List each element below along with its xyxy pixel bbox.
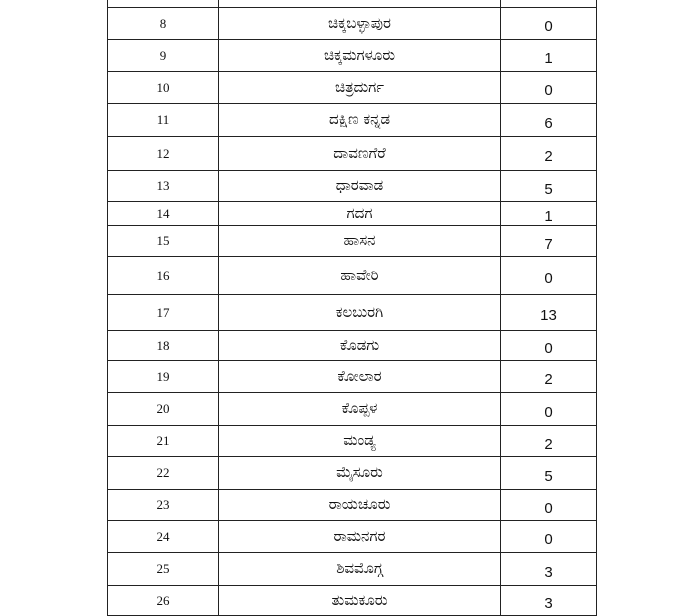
district-name-cell bbox=[219, 257, 501, 295]
district-name-text: ಮೈಸೂರು bbox=[336, 463, 383, 481]
row-number-text: 11 bbox=[156, 112, 170, 127]
table-row bbox=[108, 457, 597, 490]
table-row bbox=[108, 393, 597, 426]
table-row bbox=[108, 331, 597, 361]
case-count-cell bbox=[501, 295, 597, 331]
case-count-text: 0 bbox=[544, 82, 553, 99]
case-count-text: 13 bbox=[540, 307, 557, 324]
table-row bbox=[108, 0, 597, 8]
row-number-text: 25 bbox=[156, 561, 170, 576]
row-number-text: 15 bbox=[156, 233, 170, 248]
district-name-cell bbox=[219, 0, 501, 8]
case-count-text: 3 bbox=[544, 595, 553, 612]
case-count-cell bbox=[501, 393, 597, 426]
row-number-text: 9 bbox=[159, 47, 167, 63]
row-number-cell bbox=[108, 202, 219, 226]
district-name-cell bbox=[219, 171, 501, 202]
case-count-text: 6 bbox=[544, 114, 553, 132]
row-number-text: 18 bbox=[156, 337, 170, 353]
table-row bbox=[108, 361, 597, 393]
case-count-cell bbox=[501, 490, 597, 521]
case-count-cell bbox=[501, 202, 597, 226]
table-row bbox=[108, 202, 597, 226]
district-name-cell bbox=[219, 490, 501, 521]
row-number-text: 22 bbox=[156, 465, 170, 480]
row-number-text: 21 bbox=[156, 433, 170, 448]
case-count-text: 5 bbox=[544, 180, 553, 198]
table-row bbox=[108, 426, 597, 457]
district-name-cell bbox=[219, 553, 501, 586]
district-name-cell bbox=[219, 104, 501, 137]
case-count-cell bbox=[501, 171, 597, 202]
district-name-text: ಚಿಕ್ಕಮಗಳೂರು bbox=[323, 45, 396, 64]
row-number-text: 24 bbox=[156, 528, 170, 544]
district-name-cell bbox=[219, 331, 501, 361]
row-number-cell bbox=[108, 72, 219, 104]
district-name-text: ಶಿವಮೊಗ್ಗ bbox=[336, 559, 383, 577]
district-name-cell bbox=[219, 202, 501, 226]
case-count-text: 0 bbox=[544, 403, 553, 421]
case-count-text: 0 bbox=[544, 270, 553, 287]
row-number-text: 16 bbox=[156, 267, 170, 283]
case-count-cell bbox=[501, 457, 597, 490]
table-body bbox=[108, 0, 597, 616]
case-count-text: 2 bbox=[544, 371, 553, 388]
district-cases-table bbox=[107, 0, 597, 616]
row-number-text: 17 bbox=[156, 304, 170, 320]
district-name-cell bbox=[219, 426, 501, 457]
district-name-cell bbox=[219, 8, 501, 40]
row-number-text: 12 bbox=[156, 145, 170, 161]
table-row bbox=[108, 521, 597, 553]
district-name-text: ಗದಗ bbox=[346, 203, 373, 222]
case-count-text: 0 bbox=[544, 531, 553, 548]
case-count-text: 0 bbox=[544, 340, 553, 357]
district-name-cell bbox=[219, 586, 501, 616]
row-number-text: 26 bbox=[156, 592, 170, 608]
row-number-cell bbox=[108, 553, 219, 586]
case-count-text: 1 bbox=[544, 50, 553, 67]
table-row bbox=[108, 586, 597, 616]
district-name-text: ಮಂಡ್ಯ bbox=[343, 431, 376, 449]
district-name-text: ದಾವಣಗೆರೆ bbox=[333, 143, 386, 162]
district-name-cell bbox=[219, 40, 501, 72]
case-count-cell bbox=[501, 0, 597, 8]
row-number-cell bbox=[108, 457, 219, 490]
table-row bbox=[108, 171, 597, 202]
table-row bbox=[108, 137, 597, 171]
district-name-text: ಹಾಸನ bbox=[343, 231, 376, 249]
district-name-cell bbox=[219, 457, 501, 490]
case-count-text: 0 bbox=[544, 499, 553, 517]
case-count-text: 0 bbox=[544, 18, 553, 35]
district-name-text: ಕೋಲಾರ bbox=[337, 366, 382, 385]
case-count-cell bbox=[501, 8, 597, 40]
row-number-text: 19 bbox=[156, 368, 170, 384]
case-count-cell bbox=[501, 521, 597, 553]
case-count-cell bbox=[501, 226, 597, 257]
row-number-cell bbox=[108, 257, 219, 295]
case-count-text: 3 bbox=[544, 563, 553, 581]
table-row bbox=[108, 40, 597, 72]
row-number-cell bbox=[108, 171, 219, 202]
case-count-cell bbox=[501, 257, 597, 295]
row-number-cell bbox=[108, 0, 219, 8]
table-row bbox=[108, 295, 597, 331]
district-name-text: ಕೊಪ್ಪಳ bbox=[341, 399, 378, 417]
district-name-text: ಹಾವೇರಿ bbox=[340, 265, 379, 284]
district-name-cell bbox=[219, 137, 501, 171]
district-name-text: ಧಾರವಾಡ bbox=[335, 176, 384, 194]
table-row bbox=[108, 226, 597, 257]
district-name-text: ಕಲಬುರಗಿ bbox=[335, 302, 384, 321]
row-number-cell bbox=[108, 137, 219, 171]
district-name-cell bbox=[219, 393, 501, 426]
district-name-cell bbox=[219, 295, 501, 331]
district-name-cell bbox=[219, 361, 501, 393]
row-number-cell bbox=[108, 393, 219, 426]
case-count-cell bbox=[501, 40, 597, 72]
row-number-text: 8 bbox=[159, 15, 167, 31]
row-number-cell bbox=[108, 40, 219, 72]
table-row bbox=[108, 8, 597, 40]
row-number-cell bbox=[108, 521, 219, 553]
row-number-cell bbox=[108, 295, 219, 331]
case-count-cell bbox=[501, 361, 597, 393]
case-count-text: 2 bbox=[544, 435, 553, 453]
case-count-text: 1 bbox=[544, 208, 553, 225]
table-row bbox=[108, 490, 597, 521]
row-number-cell bbox=[108, 490, 219, 521]
case-count-text: 2 bbox=[544, 148, 553, 165]
table-row bbox=[108, 553, 597, 586]
district-name-text: ಚಿಕ್ಕಬಳ್ಳಾಪುರ bbox=[328, 13, 391, 32]
district-name-text: ತುಮಕೂರು bbox=[331, 590, 388, 609]
district-name-text: ದಕ್ಷಿಣ ಕನ್ನಡ bbox=[328, 110, 391, 128]
row-number-cell bbox=[108, 331, 219, 361]
case-count-cell bbox=[501, 331, 597, 361]
district-name-text: ಕೊಡಗು bbox=[339, 335, 380, 354]
row-number-cell bbox=[108, 104, 219, 137]
row-number-cell bbox=[108, 426, 219, 457]
district-name-cell bbox=[219, 226, 501, 257]
row-number-text: 13 bbox=[156, 178, 170, 193]
row-number-cell bbox=[108, 586, 219, 616]
district-name-text: ರಾಮನಗರ bbox=[333, 526, 386, 545]
case-count-text: 5 bbox=[544, 467, 553, 485]
case-count-text: 7 bbox=[544, 235, 553, 253]
district-name-text: ರಾಯಚೂರು bbox=[328, 495, 391, 513]
row-number-text: 10 bbox=[156, 79, 170, 95]
case-count-cell bbox=[501, 553, 597, 586]
row-number-text: 14 bbox=[156, 205, 170, 221]
case-count-cell bbox=[501, 586, 597, 616]
row-number-text: 20 bbox=[156, 401, 170, 416]
row-number-text: 23 bbox=[156, 497, 170, 512]
case-count-cell bbox=[501, 426, 597, 457]
district-name-cell bbox=[219, 521, 501, 553]
case-count-cell bbox=[501, 104, 597, 137]
table-row bbox=[108, 72, 597, 104]
district-name-cell bbox=[219, 72, 501, 104]
table-row bbox=[108, 257, 597, 295]
district-name-text: ಚಿತ್ರದುರ್ಗ bbox=[334, 77, 384, 96]
table-row bbox=[108, 104, 597, 137]
case-count-cell bbox=[501, 72, 597, 104]
row-number-cell bbox=[108, 361, 219, 393]
row-number-cell bbox=[108, 8, 219, 40]
row-number-cell bbox=[108, 226, 219, 257]
case-count-cell bbox=[501, 137, 597, 171]
